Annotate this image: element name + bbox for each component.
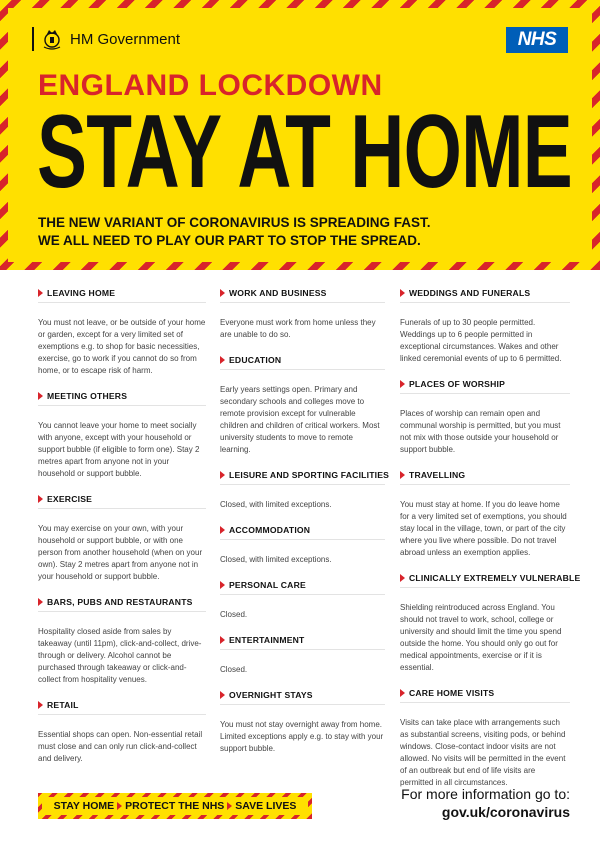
rule-section xyxy=(38,597,206,686)
arrow-right-icon xyxy=(38,495,43,503)
section-title xyxy=(220,355,385,370)
subhead-line-2: WE ALL NEED TO PLAY OUR PART TO STOP THE SPREAD. xyxy=(38,233,421,248)
section-title-text: WORK AND BUSINESS xyxy=(229,288,327,298)
section-title xyxy=(38,700,206,715)
section-title xyxy=(220,525,385,540)
section-title-text: WEDDINGS AND FUNERALS xyxy=(409,288,531,298)
section-body: Closed, with limited exceptions. xyxy=(220,500,332,509)
section-title xyxy=(38,391,206,406)
section-body: Funerals of up to 30 people permitted. Weddings up to 6 people permitted in exceptional circumstances. Wakes and other linked ceremonial events of up to 6 permitted. xyxy=(400,318,562,363)
arrow-right-icon xyxy=(38,598,43,606)
section-title-text: LEISURE AND SPORTING FACILITIES xyxy=(229,470,390,480)
arrow-right-icon xyxy=(117,802,122,810)
slogan-inner xyxy=(42,797,308,815)
arrow-right-icon xyxy=(400,289,405,297)
arrow-right-icon xyxy=(220,581,225,589)
rule-section xyxy=(400,379,570,456)
section-title xyxy=(220,690,385,705)
rule-section xyxy=(38,700,206,765)
rule-section xyxy=(38,288,206,377)
kicker-title: ENGLAND LOCKDOWN xyxy=(38,69,383,102)
arrow-right-icon xyxy=(220,471,225,479)
section-body: You may exercise on your own, with your household or support bubble, or with one person from another household (when on your own). Stay 2 metres apart from anyone not in your household or support bubble. xyxy=(38,524,203,581)
arrow-right-icon xyxy=(38,289,43,297)
section-title-text: RETAIL xyxy=(47,700,79,710)
slogan-stay-home: STAY HOME xyxy=(53,800,115,812)
rule-section xyxy=(400,470,570,559)
section-title-text: EDUCATION xyxy=(229,355,282,365)
rule-section xyxy=(220,635,385,676)
section-title-text: MEETING OTHERS xyxy=(47,391,128,401)
section-title-text: EXERCISE xyxy=(47,494,93,504)
section-body: Visits can take place with arrangements such as substantial screens, visiting pods, or behind windows. Close-contact indoor visits are not allowed. No visits will be permitted in the event of an outbreak but end of life visits are permitted in all circumstances. xyxy=(400,718,566,787)
section-title xyxy=(220,470,390,485)
arrow-right-icon xyxy=(220,526,225,534)
section-body: Shielding reintroduced across England. You should not travel to work, school, college or university and should limit the time you spend outside the home. You should only go out for medical appointments, exercise or if it is essential. xyxy=(400,603,562,672)
rule-section xyxy=(38,391,206,480)
section-title xyxy=(220,580,385,595)
rules-column-2 xyxy=(220,288,390,769)
rule-section xyxy=(220,690,385,755)
arrow-right-icon xyxy=(220,289,225,297)
rule-section xyxy=(220,580,385,621)
section-title-text: CARE HOME VISITS xyxy=(409,688,495,698)
arrow-right-icon xyxy=(400,574,405,582)
section-title xyxy=(400,288,570,303)
arrow-right-icon xyxy=(227,802,232,810)
hero-banner xyxy=(0,0,600,270)
section-title xyxy=(38,288,206,303)
section-title xyxy=(400,573,581,588)
section-body: Closed. xyxy=(220,665,248,674)
section-title xyxy=(400,379,570,394)
government-name: HM Government xyxy=(70,30,181,48)
section-title-text: PERSONAL CARE xyxy=(229,580,306,590)
logo-divider xyxy=(32,27,34,51)
section-title xyxy=(400,688,570,703)
rule-section xyxy=(38,494,206,583)
section-title xyxy=(400,470,570,485)
section-title-text: BARS, PUBS AND RESTAURANTS xyxy=(47,597,193,607)
section-body: Closed. xyxy=(220,610,248,619)
section-title-text: TRAVELLING xyxy=(409,470,466,480)
section-body: You must stay at home. If you do leave home for a very limited set of exemptions, you should stay local in the village, town, or part of the city where you live where possible. Do not travel abroad unless an exemption applies. xyxy=(400,500,567,557)
section-title xyxy=(38,494,206,509)
rule-section xyxy=(220,288,385,341)
section-title-text: ENTERTAINMENT xyxy=(229,635,305,645)
rule-section xyxy=(220,525,385,566)
slogan-protect-nhs: PROTECT THE NHS xyxy=(125,800,225,812)
section-body: You must not leave, or be outside of your home or garden, except for a very limited set of exemptions e.g. to shop for basic necessities, exercise, go to work if you cannot do so from home, or to escape risk of harm. xyxy=(38,318,206,375)
section-body: You must not stay overnight away from home. Limited exceptions apply e.g. to stay with your support bubble. xyxy=(220,720,384,753)
section-title-text: LEAVING HOME xyxy=(47,288,116,298)
section-body: Places of worship can remain open and communal worship is permitted, but you must not mix with those outside your household or support bubble. xyxy=(400,409,561,454)
arrow-right-icon xyxy=(220,636,225,644)
section-body: Essential shops can open. Non-essential retail must close and can only run click-and-collect and delivery. xyxy=(38,730,203,763)
section-body: You cannot leave your home to meet socially with anyone, except with your household or support bubble (if eligible to form one). Stay 2 metres apart from anyone not in your household or support bubble. xyxy=(38,421,200,478)
rule-section xyxy=(220,470,390,511)
section-title-text: CLINICALLY EXTREMELY VULNERABLE xyxy=(409,573,581,583)
more-info-url[interactable]: gov.uk/coronavirus xyxy=(441,804,570,820)
slogan-banner xyxy=(38,793,312,819)
more-info-text: For more information go to: xyxy=(401,786,570,802)
rules-column-1 xyxy=(38,288,206,779)
section-title-text: ACCOMMODATION xyxy=(229,525,311,535)
section-title xyxy=(220,288,385,303)
section-title-text: OVERNIGHT STAYS xyxy=(229,690,313,700)
arrow-right-icon xyxy=(400,689,405,697)
section-body: Closed, with limited exceptions. xyxy=(220,555,332,564)
slogan-save-lives: SAVE LIVES xyxy=(235,800,297,812)
section-body: Early years settings open. Primary and secondary schools and colleges move to remote provision except for vulnerable children and children of critical workers. Most university students to move to remote learning. xyxy=(220,385,380,454)
section-body: Hospitality closed aside from sales by takeaway (until 11pm), click-and-collect, drive-through or delivery. Alcohol cannot be purchased through takeaway or click-and-collect from hospitality venues. xyxy=(38,627,202,684)
section-body: Everyone must work from home unless they are unable to do so. xyxy=(220,318,376,339)
section-title xyxy=(220,635,385,650)
arrow-right-icon xyxy=(220,356,225,364)
rule-section xyxy=(220,355,385,456)
arrow-right-icon xyxy=(400,380,405,388)
royal-crest-icon xyxy=(41,28,63,50)
section-title xyxy=(38,597,206,612)
arrow-right-icon xyxy=(38,701,43,709)
arrow-right-icon xyxy=(38,392,43,400)
nhs-logo: NHS xyxy=(506,27,568,53)
hm-government-logo xyxy=(32,27,180,51)
more-info xyxy=(380,786,570,820)
subhead xyxy=(38,214,431,250)
rule-section xyxy=(400,688,570,789)
rule-section xyxy=(400,573,581,674)
headline: STAY AT HOME xyxy=(37,94,573,210)
rule-section xyxy=(400,288,570,365)
arrow-right-icon xyxy=(400,471,405,479)
section-title-text: PLACES OF WORSHIP xyxy=(409,379,506,389)
rules-column-3 xyxy=(400,288,581,803)
subhead-line-1: THE NEW VARIANT OF CORONAVIRUS IS SPREADING FAST. xyxy=(38,215,431,230)
arrow-right-icon xyxy=(220,691,225,699)
